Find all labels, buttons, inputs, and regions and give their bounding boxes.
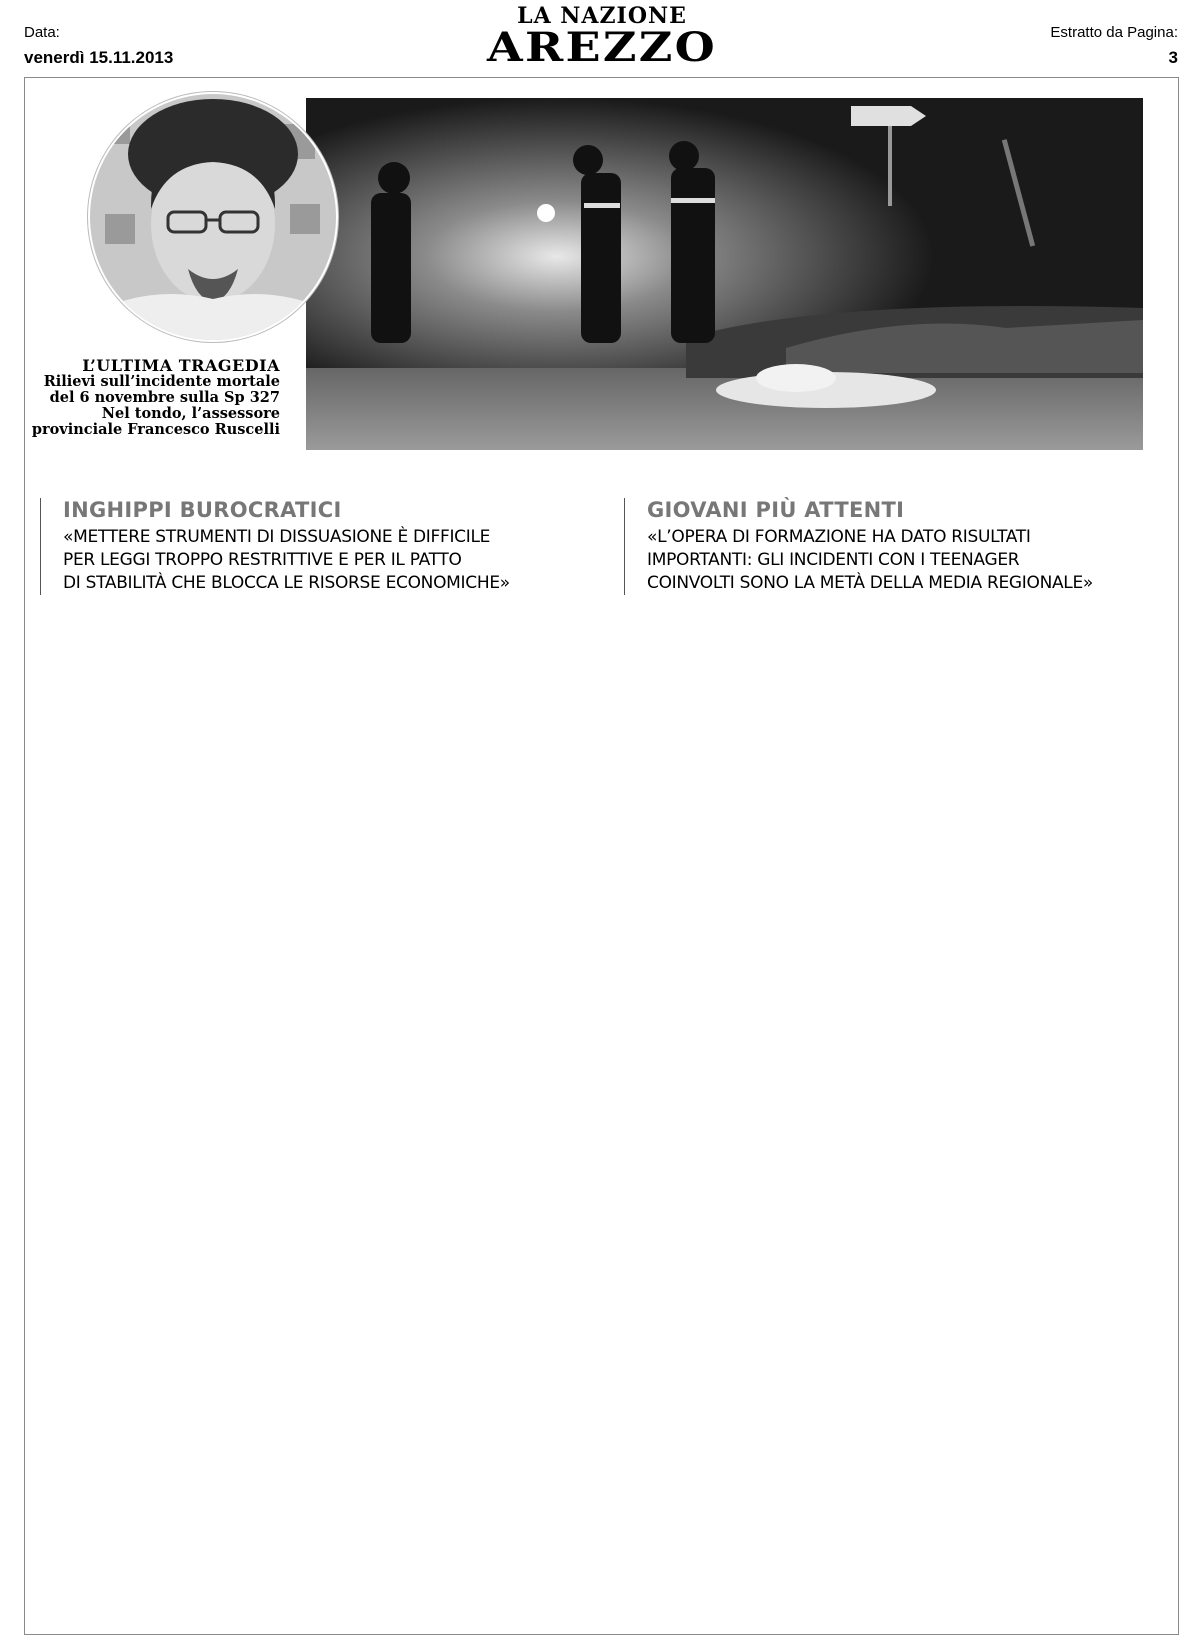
quote-text bbox=[647, 526, 1187, 595]
page-label: Estratto da Pagina: bbox=[1050, 24, 1178, 41]
quote-title: GIOVANI PIÙ ATTENTI bbox=[647, 498, 905, 522]
page-block bbox=[1050, 24, 1178, 68]
caption-line: Nel tondo, l’assessore bbox=[101, 405, 280, 422]
quote-line: DI STABILITÀ CHE BLOCCA LE RISORSE ECONOMICHE» bbox=[63, 573, 510, 593]
date-label: Data: bbox=[24, 24, 60, 41]
masthead-line1: LA NAZIONE bbox=[517, 3, 687, 29]
quote-line: PER LEGGI TROPPO RESTRITTIVE E PER IL PATTO bbox=[63, 550, 462, 570]
quote-title: INGHIPPI BUROCRATICI bbox=[63, 498, 342, 522]
photo-caption bbox=[30, 358, 280, 438]
caption-title: L’ULTIMA TRAGEDIA bbox=[82, 356, 280, 375]
quote-line: «L’OPERA DI FORMAZIONE HA DATO RISULTATI bbox=[647, 527, 1031, 547]
quote-text bbox=[63, 526, 603, 595]
quote-line: COINVOLTI SONO LA METÀ DELLA MEDIA REGIONALE» bbox=[647, 573, 1094, 593]
quote-line: «METTERE STRUMENTI DI DISSUASIONE È DIFFICILE bbox=[63, 527, 491, 547]
masthead bbox=[0, 3, 1204, 71]
quote-box-left bbox=[40, 498, 603, 595]
page-number: 3 bbox=[1168, 48, 1178, 67]
accident-photo bbox=[306, 98, 1143, 450]
caption-line: Rilievi sull’incidente mortale bbox=[43, 373, 280, 390]
caption-line: del 6 novembre sulla Sp 327 bbox=[49, 389, 280, 406]
portrait-photo bbox=[88, 92, 338, 342]
masthead-line2: AREZZO bbox=[486, 24, 718, 71]
quote-line: IMPORTANTI: GLI INCIDENTI CON I TEENAGER bbox=[647, 550, 1020, 570]
date-value: venerdì 15.11.2013 bbox=[24, 48, 174, 67]
quote-box-right bbox=[624, 498, 1187, 595]
caption-line: provinciale Francesco Ruscelli bbox=[31, 421, 280, 438]
